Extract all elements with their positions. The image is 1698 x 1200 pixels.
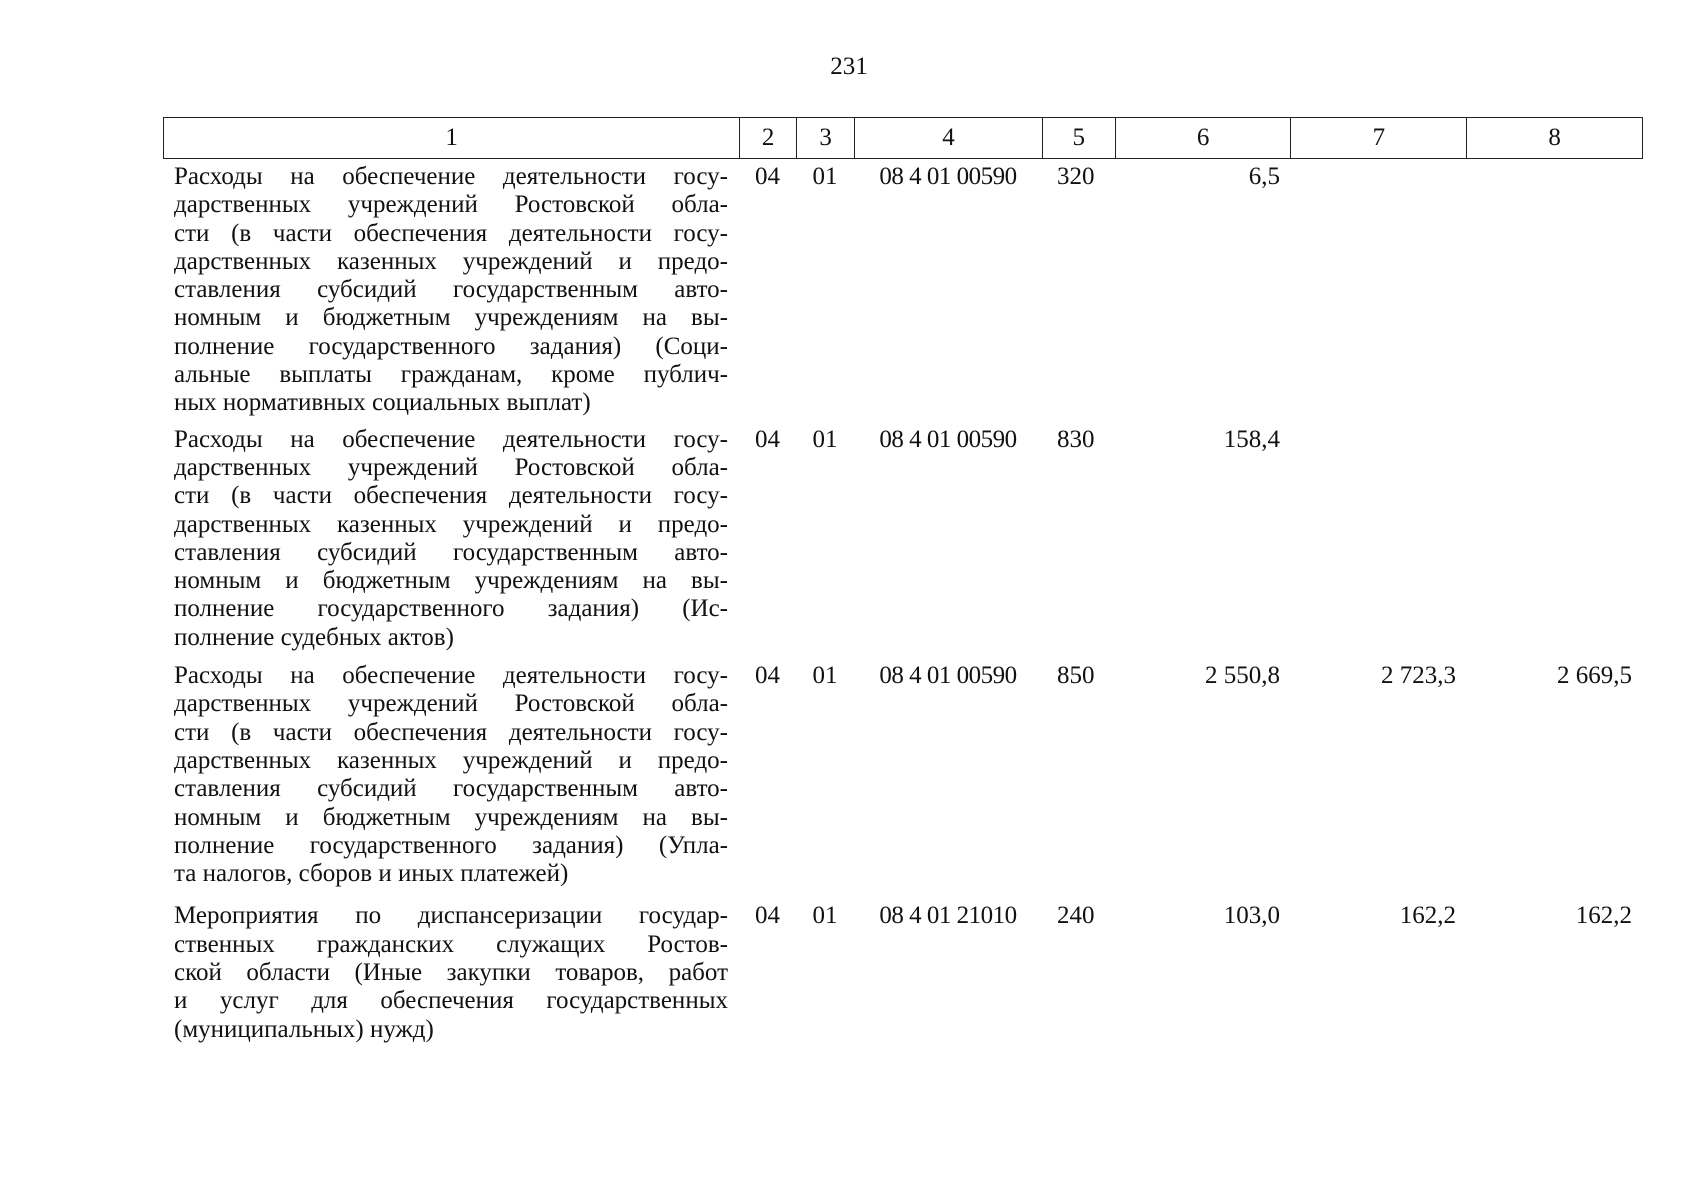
amount-col-6: 6,5: [1248, 163, 1280, 190]
table-header-row: [163, 117, 1643, 159]
description-line: полнение государственного задания) (Соци-: [174, 332, 728, 360]
expense-type-code: 850: [1057, 662, 1095, 690]
description-line: сти (в части обеспечения деятельности госу-: [174, 718, 728, 746]
header-col-1: 1: [445, 124, 458, 151]
description-line: Мероприятия по диспансеризации государ-: [174, 902, 728, 930]
amount-col-6: 158,4: [1223, 425, 1280, 453]
expense-type-code: 830: [1057, 425, 1095, 453]
section-code: 04: [755, 425, 780, 453]
description-line: и услуг для обеспечения государственных: [174, 987, 728, 1015]
description-line: ставления субсидий государственным авто-: [174, 538, 728, 566]
description-line: полнение государственного задания) (Упла-: [174, 831, 728, 859]
amount-col-8: 162,2: [1575, 902, 1632, 930]
description-line: ставления субсидий государственным авто-: [174, 276, 728, 304]
description-line: Расходы на обеспечение деятельности госу-: [174, 662, 728, 690]
description-line: ственных гражданских служащих Ростов-: [174, 930, 728, 958]
page-number: 231: [830, 53, 868, 80]
row-description: [163, 662, 739, 888]
header-col-4: 4: [854, 118, 1042, 158]
description-line: (муниципальных) нужд): [174, 1015, 434, 1043]
expense-type-code: 240: [1057, 902, 1095, 930]
target-article-code: 08 4 01 21010: [879, 902, 1017, 930]
amount-col-8: 2 669,5: [1557, 662, 1632, 690]
amount-col-8: [1467, 163, 1643, 418]
amount-col-7: [1291, 163, 1467, 418]
amount-col-7: [1291, 426, 1467, 652]
subsection-code: 01: [812, 902, 838, 930]
subsection-code: 01: [812, 163, 838, 190]
row-description: [163, 426, 739, 652]
expense-type-code: 320: [1057, 163, 1095, 190]
table-row: [163, 426, 1643, 652]
subsection-code: 01: [812, 662, 838, 690]
description-line: ных нормативных социальных выплат): [174, 389, 591, 417]
description-line: полнение судебных актов): [174, 623, 454, 651]
description-line: дарственных учреждений Ростовской обла-: [174, 191, 728, 219]
table-row: [163, 163, 1643, 418]
table-row: [163, 902, 1643, 1043]
description-line: Расходы на обеспечение деятельности госу-: [174, 425, 728, 453]
description-line: сти (в части обеспечения деятельности госу-: [174, 482, 728, 510]
amount-col-8: [1467, 426, 1643, 652]
description-line: номным и бюджетным учреждениям на вы-: [174, 304, 728, 332]
budget-table: [163, 117, 1643, 1044]
header-col-5: 5: [1042, 118, 1115, 158]
section-code: 04: [755, 902, 780, 930]
header-col-2: 2: [739, 118, 796, 158]
description-line: полнение государственного задания) (Ис-: [174, 595, 728, 623]
table-body: [163, 163, 1643, 1044]
description-line: дарственных казенных учреждений и предо-: [174, 746, 728, 774]
description-line: дарственных казенных учреждений и предо-: [174, 247, 728, 275]
description-line: дарственных учреждений Ростовской обла-: [174, 690, 728, 718]
subsection-code: 01: [812, 425, 838, 453]
row-description: [163, 163, 739, 418]
target-article-code: 08 4 01 00590: [879, 662, 1017, 690]
header-col-7: 7: [1290, 118, 1466, 158]
description-line: номным и бюджетным учреждениям на вы-: [174, 803, 728, 831]
amount-col-6: 103,0: [1223, 902, 1280, 930]
header-col-8: 8: [1466, 118, 1642, 158]
section-code: 04: [755, 163, 780, 190]
description-line: дарственных учреждений Ростовской обла-: [174, 453, 728, 481]
description-line: номным и бюджетным учреждениям на вы-: [174, 567, 728, 595]
row-description: [163, 902, 739, 1043]
target-article-code: 08 4 01 00590: [879, 163, 1017, 190]
amount-col-7: 2 723,3: [1381, 662, 1456, 690]
description-line: ской области (Иные закупки товаров, работ: [174, 959, 728, 987]
amount-col-7: 162,2: [1399, 902, 1456, 930]
header-col-6: 6: [1115, 118, 1291, 158]
description-line: сти (в части обеспечения деятельности госу-: [174, 219, 728, 247]
description-line: та налогов, сборов и иных платежей): [174, 860, 569, 888]
section-code: 04: [755, 662, 780, 690]
amount-col-6: 2 550,8: [1205, 662, 1280, 690]
header-col-3: 3: [796, 118, 854, 158]
table-row: [163, 662, 1643, 888]
description-line: ставления субсидий государственным авто-: [174, 775, 728, 803]
description-line: дарственных казенных учреждений и предо-: [174, 510, 728, 538]
target-article-code: 08 4 01 00590: [879, 425, 1017, 453]
description-line: альные выплаты гражданам, кроме публич-: [174, 361, 728, 389]
description-line: Расходы на обеспечение деятельности госу-: [174, 163, 728, 190]
